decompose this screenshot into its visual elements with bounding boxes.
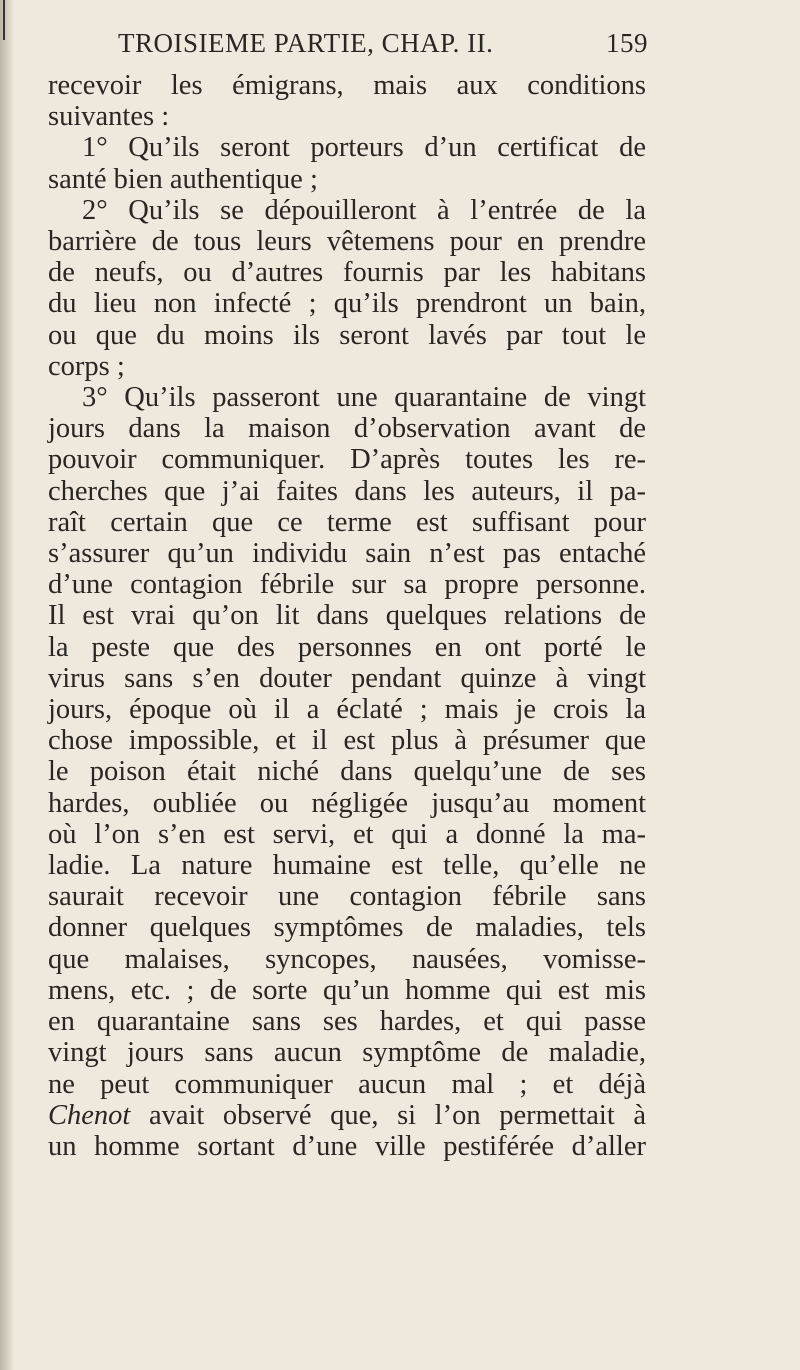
text-line: pouvoir communiquer. D’après toutes les re- [48,444,646,476]
page-edge [0,0,14,1370]
text-line: 1° Qu’ils seront porteurs d’un certificat de [82,132,646,164]
text-line: recevoir les émigrans, mais aux conditions [48,70,646,101]
text-line: raît certain que ce terme est suffisant pour [48,506,646,538]
text-line: le poison était niché dans quelqu’une de ses [48,756,646,788]
text-line: vingt jours sans aucun symptôme de maladie, [48,1037,646,1069]
text-line: santé bien authentique ; [48,163,318,195]
text-line: où l’on s’en est servi, et qui a donné la ma- [48,818,646,850]
chapter-title: TROISIEME PARTIE, CHAP. II. [118,28,494,58]
text-line: donner quelques symptômes de maladies, tels [48,912,646,944]
text-line: que malaises, syncopes, nausées, vomisse- [48,943,646,975]
text-line: jours, époque où il a éclaté ; mais je crois la [48,694,646,726]
text-line: saurait recevoir une contagion fébrile sans [48,881,646,913]
text-line-rest: avait observé que, si l’on permettait à [130,1099,646,1131]
text-line: du lieu non infecté ; qu’ils prendront un bain, [48,288,646,320]
text-line: ladie. La nature humaine est telle, qu’elle ne [48,850,646,882]
page-edge-mark [3,0,5,40]
author-name-italic: Chenot [48,1099,131,1131]
text-line: chose impossible, et il est plus à présumer que [48,725,646,757]
text-line: ou que du moins ils seront lavés par tout le [48,319,646,351]
text-line: de neufs, ou d’autres fournis par les habitans [48,257,646,289]
text-line: suivantes : [48,101,170,133]
running-header [118,28,648,59]
text-line: la peste que des personnes en ont porté le [48,631,646,663]
text-line: d’une contagion fébrile sur sa propre personne. [48,569,646,601]
text-line: virus sans s’en douter pendant quinze à vingt [48,662,646,694]
text-line: hardes, oubliée ou négligée jusqu’au moment [48,787,646,819]
page-number: 159 [606,28,648,58]
text-line: Il est vrai qu’on lit dans quelques relations de [48,600,646,632]
text-line: un homme sortant d’une ville pestiférée d’aller [48,1130,646,1162]
text-line-with-name [48,1100,646,1131]
text-line: corps ; [48,350,125,382]
text-line: mens, etc. ; de sorte qu’un homme qui est mis [48,974,646,1006]
text-line: s’assurer qu’un individu sain n’est pas entaché [48,538,646,570]
text-line: cherches que j’ai faites dans les auteurs, il pa- [48,475,646,507]
text-line: jours dans la maison d’observation avant de [48,413,646,445]
text-line: 2° Qu’ils se dépouilleront à l’entrée de la [82,194,646,226]
text-line: 3° Qu’ils passeront une quarantaine de vingt [82,382,646,414]
text-line: barrière de tous leurs vêtemens pour en prendre [48,226,646,258]
text-line: en quarantaine sans ses hardes, et qui passe [48,1006,646,1038]
body-text [48,70,646,1162]
text-line: ne peut communiquer aucun mal ; et déjà [48,1068,646,1100]
